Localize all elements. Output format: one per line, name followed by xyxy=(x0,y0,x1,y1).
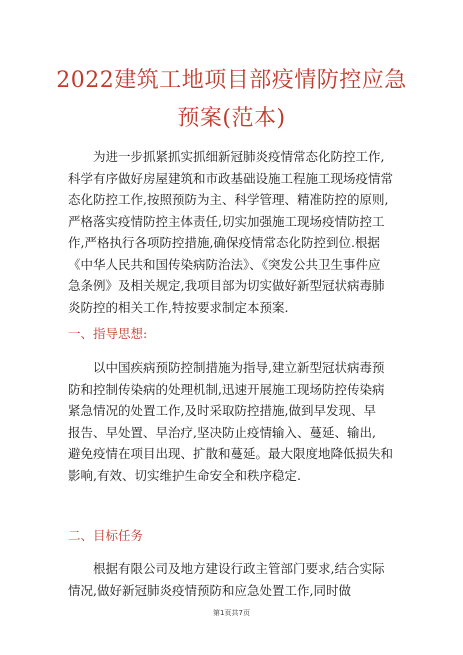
document-title-line-1: 2022建筑工地项目部疫情防控应急 xyxy=(56,68,407,93)
intro-line: 炎防控的相关工作,特按要求制定本预案. xyxy=(68,299,289,315)
section1-line: 报告、早处置、早治疗,坚决防止疫情输入、蔓延、输出, xyxy=(68,424,376,440)
intro-line: 急条例》及相关规定,我项目部为切实做好新型冠状病毒肺 xyxy=(68,278,385,293)
document-title-line-2: 预案(范本) xyxy=(177,106,286,131)
page-number-footer: 第1页共7页 xyxy=(213,609,250,617)
intro-line: 科学有序做好房屋建筑和市政基础设施工程施工现场疫情常 xyxy=(68,170,394,186)
section2-paragraph xyxy=(68,558,408,601)
intro-paragraph xyxy=(68,146,408,318)
section1-line: 防和控制传染病的处理机制,迅速开展施工现场防控传染病 xyxy=(68,381,385,397)
section1-line: 以中国疾病预防控制措施为指导,建立新型冠状病毒预 xyxy=(93,360,385,375)
intro-line: 严格落实疫情防控主体责任,切实加强施工现场疫情防控工 xyxy=(68,213,385,229)
intro-line: 为进一步抓紧抓实抓细新冠肺炎疫情常态化防控工作, xyxy=(93,149,385,164)
section1-line: 紧急情况的处置工作,及时采取防控措施,做到早发现、早 xyxy=(68,403,376,418)
section1-line: 影响,有效、切实维护生命安全和秩序稳定. xyxy=(68,467,301,483)
section2-line: 情况,做好新冠肺炎疫情预防和应急处置工作,同时做 xyxy=(68,582,351,598)
section2-line: 根据有限公司及地方建设行政主管部门要求,结合实际 xyxy=(93,561,385,576)
section1-paragraph xyxy=(68,357,408,486)
intro-line: 《中华人民共和国传染病防治法》、《突发公共卫生事件应 xyxy=(68,256,381,272)
section-heading-guiding-ideology: 一、指导思想: xyxy=(68,326,148,341)
intro-line: 态化防控工作,按照预防为主、科学管理、精准防控的原则, xyxy=(68,192,389,207)
intro-line: 作,严格执行各项防控措施,确保疫情常态化防控到位.根据 xyxy=(68,235,380,250)
section-heading-goals-tasks: 二、目标任务 xyxy=(68,528,144,543)
section1-line: 避免疫情在项目出现、扩散和蔓延。最大限度地降低损失和 xyxy=(68,446,394,461)
